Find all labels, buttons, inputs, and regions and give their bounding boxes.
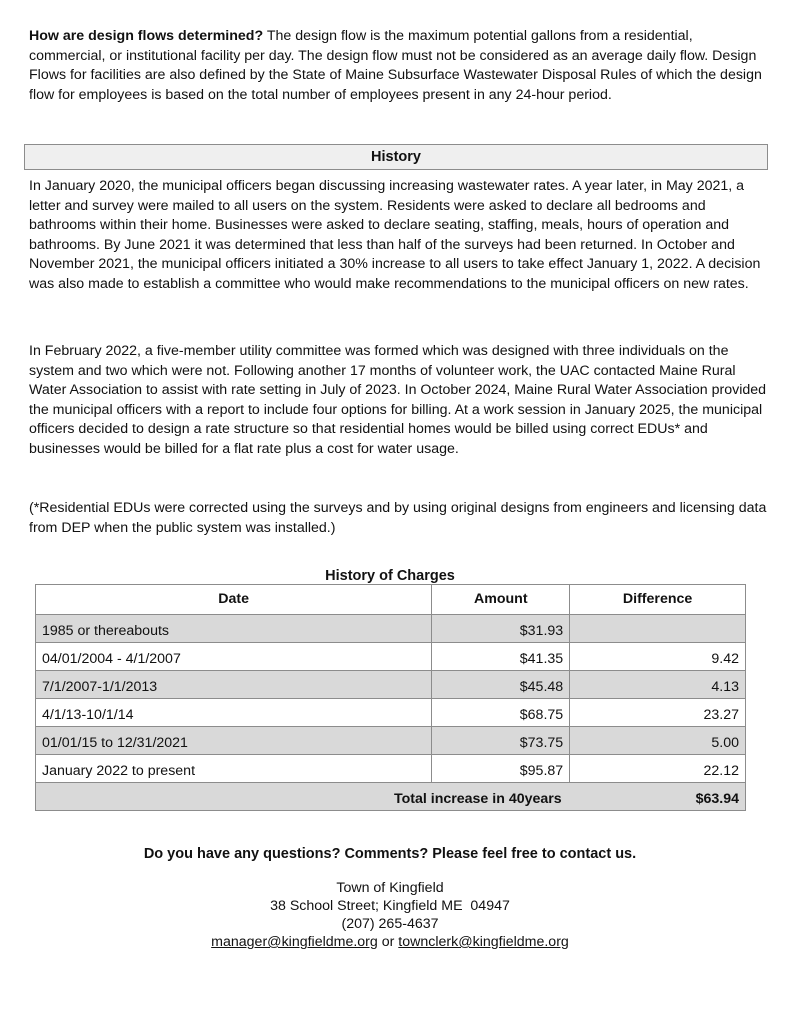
difference-cell: 23.27 xyxy=(570,699,746,727)
date-cell: 04/01/2004 - 4/1/2007 xyxy=(36,643,432,671)
difference-cell: 9.42 xyxy=(570,643,746,671)
amount-cell: $41.35 xyxy=(432,643,570,671)
history-paragraph-2: In February 2022, a five-member utility committee was formed which was designed with three individuals on the system and two which were not. Following another 17 months of volunteer work, the UAC contacted Maine Rural Water Association to assist with rate setting in July of 2023. In October 2024, Maine Rural Water Association provided the municipal officers with a report to include four options for billing. At a work session in January 2025, the municipal officers decided to design a rate structure so that residential homes would be billed using correct EDUs* and businesses would be billed for a flat rate plus a cost for water usage. xyxy=(29,343,767,457)
contact-block xyxy=(29,879,751,951)
contact-prompt: Do you have any questions? Comments? Please feel free to contact us. xyxy=(143,846,637,862)
design-flow-question: How are design flows determined? xyxy=(29,28,264,44)
total-value: $63.94 xyxy=(570,783,746,811)
difference-cell: 22.12 xyxy=(570,755,746,783)
street-address: 38 School Street; Kingfield ME 04947 xyxy=(270,898,510,914)
or-separator: or xyxy=(377,934,399,950)
difference-cell: 5.00 xyxy=(570,727,746,755)
history-of-charges-table xyxy=(35,584,746,811)
date-cell: 01/01/15 to 12/31/2021 xyxy=(36,727,432,755)
column-header-amount: Amount xyxy=(432,585,570,615)
amount-cell: $73.75 xyxy=(432,727,570,755)
table-header-row xyxy=(36,585,746,615)
townclerk-email-link[interactable]: townclerk@kingfieldme.org xyxy=(398,934,569,950)
total-row xyxy=(36,783,746,811)
date-cell: 1985 or thereabouts xyxy=(36,615,432,643)
phone-number: (207) 265-4637 xyxy=(341,916,439,932)
design-flow-body: The design flow is the maximum potential gallons from a residential, commercial, or institutional facility per day. The design flow must not be considered as an average daily flow. Design Flows for facilities are also defined by the State of Maine Subsurface Wastewater Disposal Rules of which the design flow for employees is based on the total number of employees present in any 24-hour period. xyxy=(29,28,762,103)
amount-cell: $68.75 xyxy=(432,699,570,727)
design-flow-paragraph xyxy=(29,27,767,105)
amount-cell: $95.87 xyxy=(432,755,570,783)
amount-cell: $45.48 xyxy=(432,671,570,699)
column-header-difference: Difference xyxy=(570,585,746,615)
manager-email-link[interactable]: manager@kingfieldme.org xyxy=(211,934,378,950)
difference-cell xyxy=(570,615,746,643)
table-row xyxy=(36,671,746,699)
table-row xyxy=(36,727,746,755)
table-row xyxy=(36,643,746,671)
table-row xyxy=(36,615,746,643)
column-header-date: Date xyxy=(36,585,432,615)
date-cell: January 2022 to present xyxy=(36,755,432,783)
date-cell: 7/1/2007-1/1/2013 xyxy=(36,671,432,699)
difference-cell: 4.13 xyxy=(570,671,746,699)
history-heading: History xyxy=(24,144,768,170)
total-label: Total increase in 40years xyxy=(36,783,570,811)
table-row xyxy=(36,699,746,727)
charges-table-title: History of Charges xyxy=(325,568,455,584)
table-row xyxy=(36,755,746,783)
amount-cell: $31.93 xyxy=(432,615,570,643)
history-paragraph-1: In January 2020, the municipal officers began discussing increasing wastewater rates. A year later, in May 2021, a letter and survey were mailed to all users on the system. Residents were asked to declare all bedrooms and bathrooms within their home. Businesses were asked to declare seating, staffing, meals, hours of operation and bathrooms. By June 2021 it was determined that less than half of the surveys had been returned. In October and November 2021, the municipal officers initiated a 30% increase to all users to take effect January 1, 2022. A decision was also made to establish a committee who would make recommendations to the municipal officers on new rates. xyxy=(29,178,761,292)
organization-name: Town of Kingfield xyxy=(336,880,444,896)
date-cell: 4/1/13-10/1/14 xyxy=(36,699,432,727)
edu-footnote: (*Residential EDUs were corrected using the surveys and by using original designs from engineers and licensing data from DEP when the public system was installed.) xyxy=(29,500,767,536)
email-line xyxy=(29,933,751,951)
